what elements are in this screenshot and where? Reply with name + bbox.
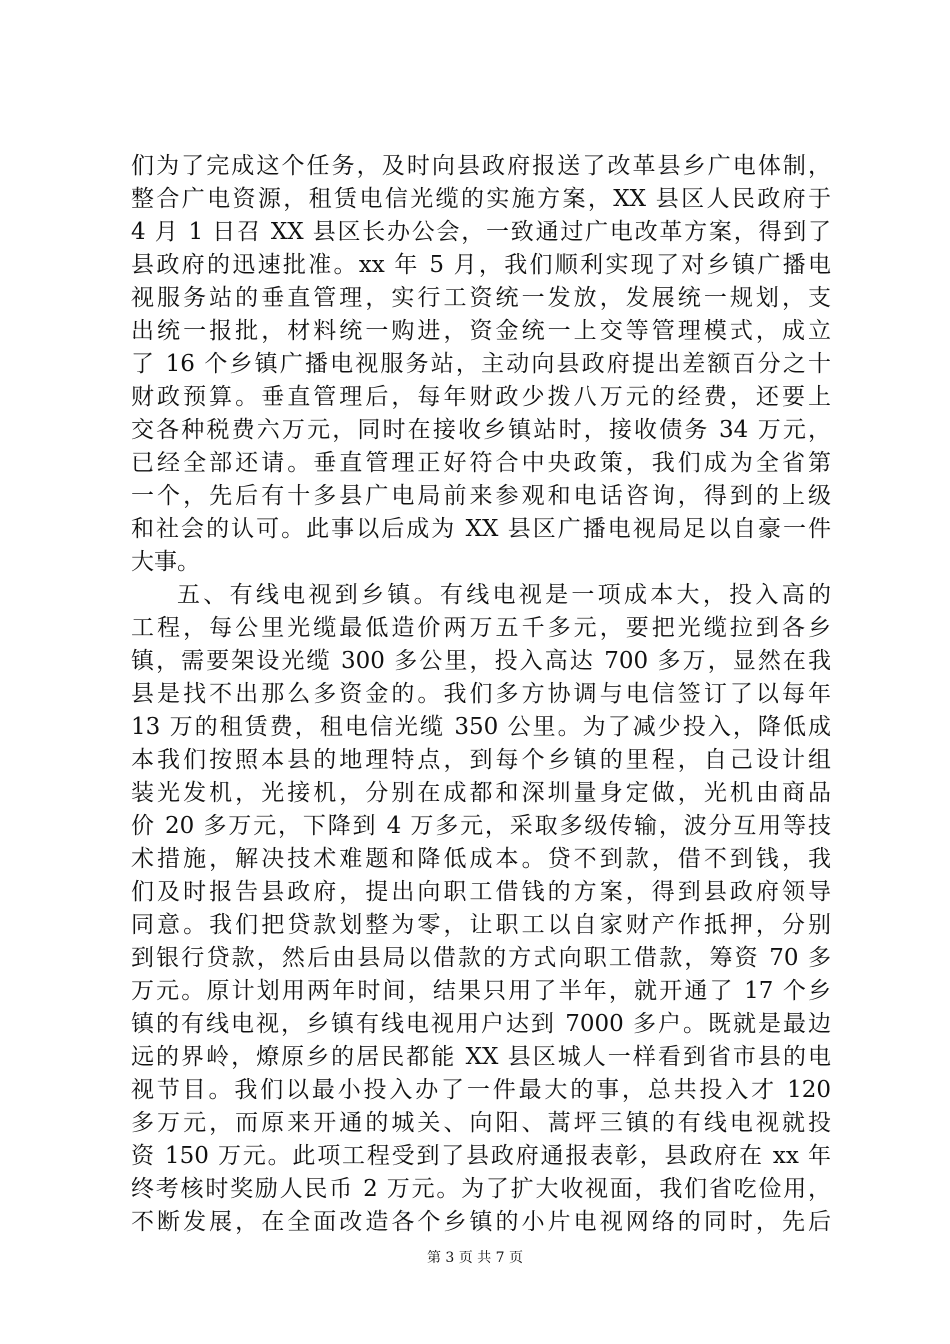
text-line: 县是找不出那么多资金的。我们多方协调与电信签订了以每年	[131, 681, 831, 707]
paragraph-2	[131, 579, 831, 1239]
document-body	[131, 150, 831, 1239]
text-line: 们及时报告县政府，提出向职工借钱的方案，得到县政府领导	[131, 879, 831, 905]
text-line: 已经全部还请。垂直管理正好符合中央政策，我们成为全省第	[131, 450, 831, 476]
text-line: 装光发机，光接机，分别在成都和深圳量身定做，光机由商品	[131, 780, 831, 806]
page-number: 第 3 页 共 7 页	[426, 1250, 524, 1266]
text-line: 五、有线电视到乡镇。有线电视是一项成本大，投入高的	[177, 582, 831, 608]
text-line: 县政府的迅速批准。xx 年 5 月，我们顺利实现了对乡镇广播电	[131, 252, 831, 278]
text-line: 万元。原计划用两年时间，结果只用了半年，就开通了 17 个乡	[131, 978, 831, 1004]
text-line: 镇的有线电视，乡镇有线电视用户达到 7000 多户。既就是最边	[131, 1011, 831, 1037]
text-line: 财政预算。垂直管理后，每年财政少拨八万元的经费，还要上	[131, 384, 831, 410]
text-line: 13 万的租赁费，租电信光缆 350 公里。为了减少投入，降低成	[131, 714, 831, 740]
text-line: 整合广电资源，租赁电信光缆的实施方案，XX 县区人民政府于	[131, 186, 831, 212]
text-line: 4 月 1 日召 XX 县区长办公会，一致通过广电改革方案，得到了	[131, 219, 831, 245]
text-line: 不断发展，在全面改造各个乡镇的小片电视网络的同时，先后	[131, 1209, 831, 1235]
text-line: 一个，先后有十多县广电局前来参观和电话咨询，得到的上级	[131, 483, 831, 509]
text-line: 本我们按照本县的地理特点，到每个乡镇的里程，自己设计组	[131, 747, 831, 773]
text-line: 视节目。我们以最小投入办了一件最大的事，总共投入才 120	[131, 1077, 831, 1103]
text-line: 资 150 万元。此项工程受到了县政府通报表彰，县政府在 xx 年	[131, 1143, 831, 1169]
text-line: 和社会的认可。此事以后成为 XX 县区广播电视局足以自豪一件	[131, 516, 831, 542]
text-line: 工程，每公里光缆最低造价两万五千多元，要把光缆拉到各乡	[131, 615, 831, 641]
text-line: 交各种税费六万元，同时在接收乡镇站时，接收债务 34 万元，	[131, 417, 831, 443]
text-line: 们为了完成这个任务，及时向县政府报送了改革县乡广电体制，	[131, 153, 831, 179]
text-line: 大事。	[131, 549, 200, 575]
text-line: 出统一报批，材料统一购进，资金统一上交等管理模式，成立	[131, 318, 831, 344]
text-line: 远的界岭，燎原乡的居民都能 XX 县区城人一样看到省市县的电	[131, 1044, 831, 1070]
text-line: 镇，需要架设光缆 300 多公里，投入高达 700 多万，显然在我	[131, 648, 831, 674]
text-line: 价 20 多万元，下降到 4 万多元，采取多级传输，波分互用等技	[131, 813, 831, 839]
text-line: 终考核时奖励人民币 2 万元。为了扩大收视面，我们省吃俭用，	[131, 1176, 831, 1202]
text-line: 术措施，解决技术难题和降低成本。贷不到款，借不到钱，我	[131, 846, 831, 872]
text-line: 同意。我们把贷款划整为零，让职工以自家财产作抵押，分别	[131, 912, 831, 938]
text-line: 视服务站的垂直管理，实行工资统一发放，发展统一规划，支	[131, 285, 831, 311]
text-line: 到银行贷款，然后由县局以借款的方式向职工借款，筹资 70 多	[131, 945, 831, 971]
text-line: 了 16 个乡镇广播电视服务站，主动向县政府提出差额百分之十	[131, 351, 831, 377]
paragraph-1	[131, 150, 831, 579]
text-line: 多万元，而原来开通的城关、向阳、蒿坪三镇的有线电视就投	[131, 1110, 831, 1136]
